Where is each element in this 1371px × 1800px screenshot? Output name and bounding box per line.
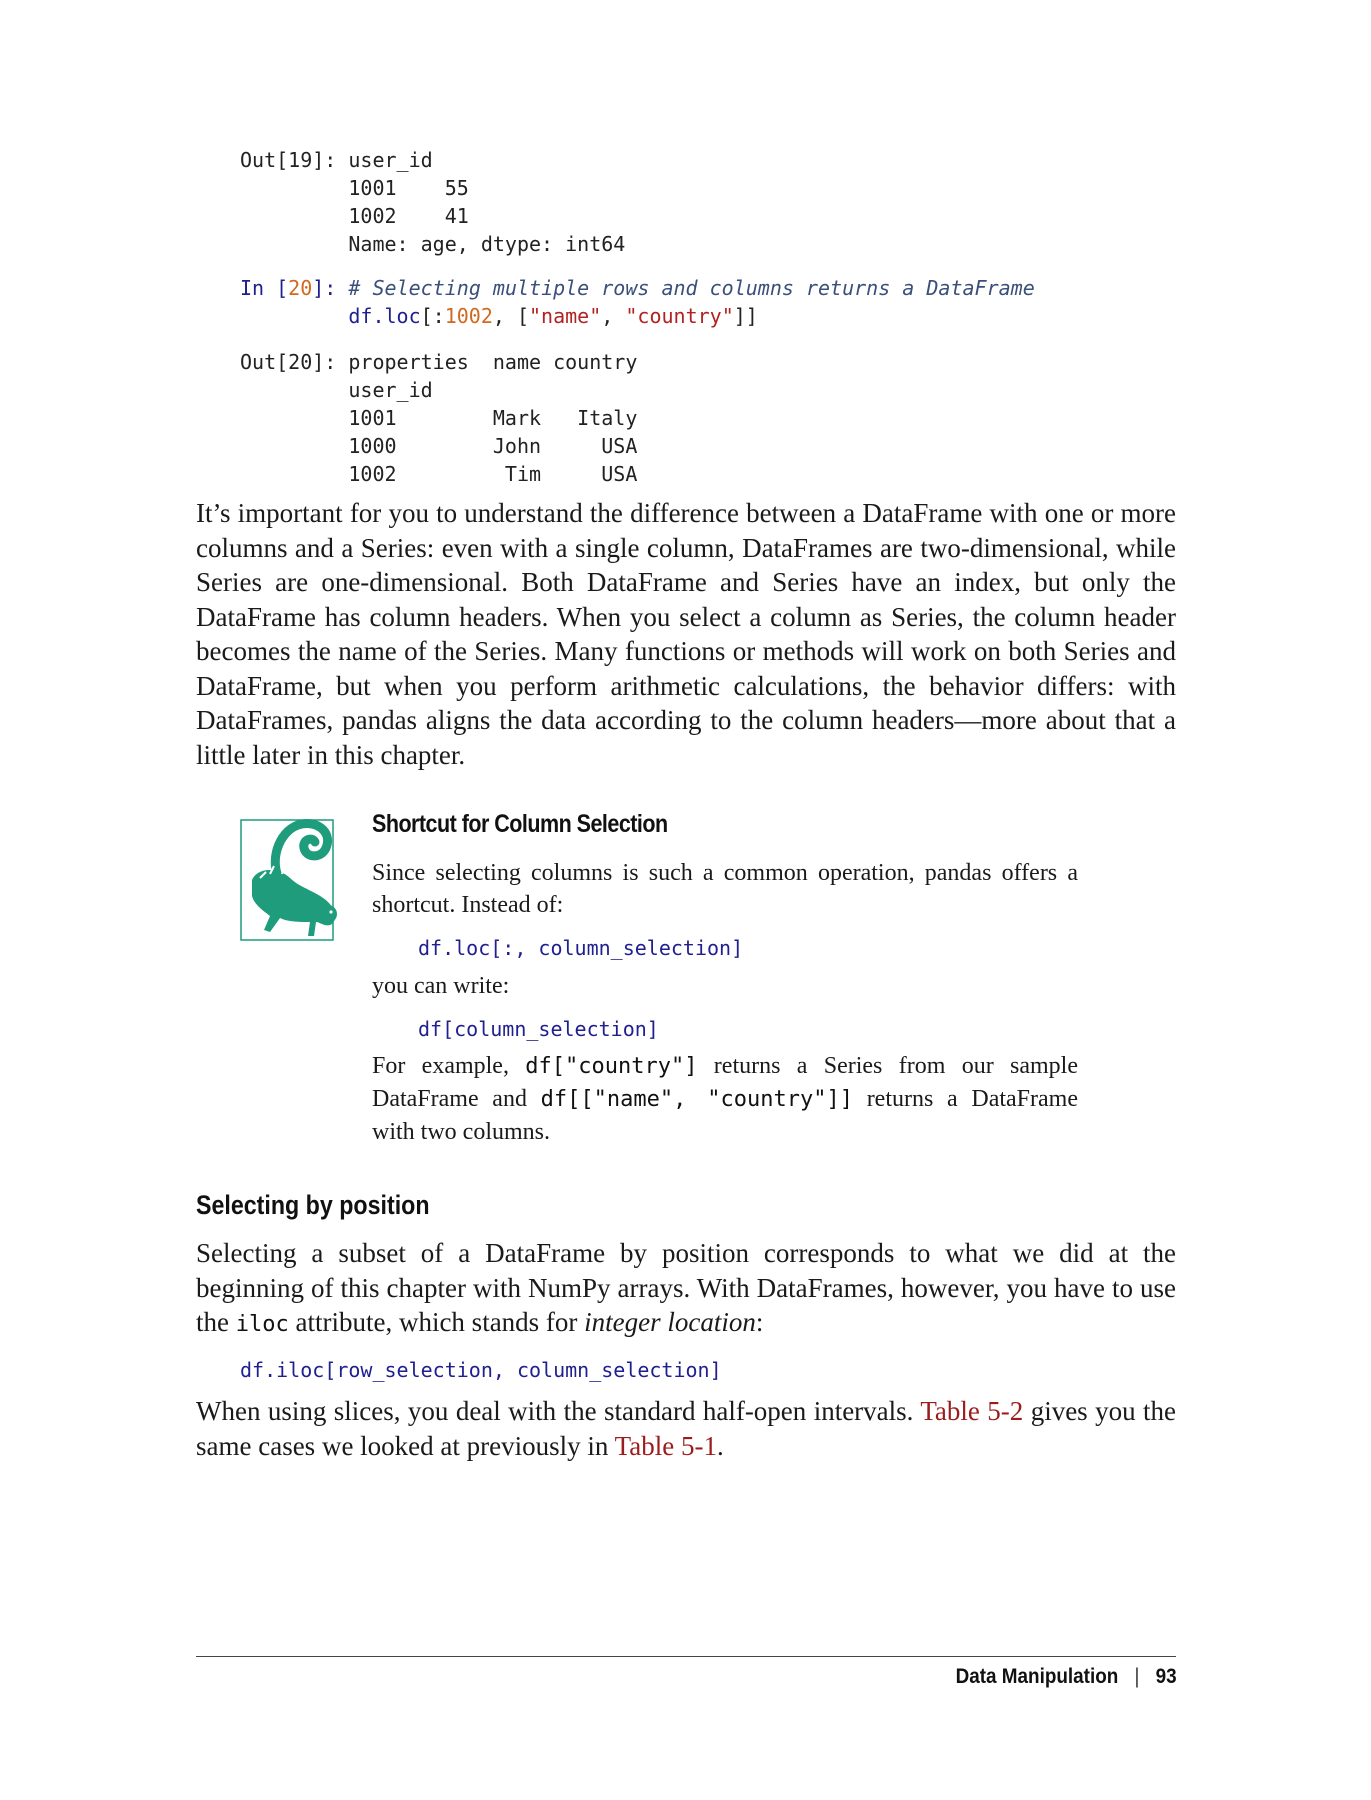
in20-prompt-close: ]: — [312, 276, 337, 300]
note-code-shortcut: df[column_selection] — [418, 1017, 659, 1041]
in20-open: [: — [420, 304, 445, 328]
note-code-loc: df.loc[:, column_selection] — [418, 936, 744, 960]
out20-line-1: user_id — [348, 378, 433, 402]
in20-mid: , [ — [492, 304, 530, 328]
out19-line-3: Name: age, dtype: int64 — [348, 232, 626, 256]
integer-location-term: integer location — [584, 1307, 756, 1337]
in20-prompt-open: In [ — [240, 276, 289, 300]
note-text-intro: Since selecting columns is such a common operation, pandas offers a shortcut. Instead of: — [372, 860, 1078, 918]
note-example-code-dataframe: df[["name", "country"]] — [540, 1087, 853, 1112]
table-5-1-link[interactable]: Table 5-1 — [614, 1430, 717, 1461]
footer-page-number: 93 — [1155, 1665, 1177, 1688]
in20-close: ]] — [733, 304, 758, 328]
slices-para-a: When using slices, you deal with the standard half-open intervals. — [196, 1396, 921, 1426]
out20-line-3: 1000 John USA — [348, 434, 638, 458]
out19-line-1: 1001 55 — [348, 176, 469, 200]
footer-separator: | — [1134, 1665, 1140, 1688]
section-para-c: : — [755, 1307, 764, 1337]
note-example-a: For example, — [372, 1053, 526, 1079]
page-footer — [956, 1665, 1177, 1689]
note-example-code-series: df["country"] — [525, 1054, 698, 1079]
in20-str-country: "country" — [625, 304, 734, 328]
code-output-20 — [240, 348, 637, 488]
note-example-b: returns a Series from our sample DataFrame and — [372, 1053, 1078, 1112]
footer-chapter-title: Data Manipulation — [955, 1665, 1119, 1688]
in20-comment: # Selecting multiple rows and columns returns a DataFrame — [348, 276, 1035, 300]
note-text-example — [372, 1050, 1078, 1148]
in20-prompt-num: 20 — [288, 276, 313, 300]
iloc-code-example: df.iloc[row_selection, column_selection] — [240, 1358, 722, 1382]
body-paragraph: It’s important for you to understand the difference between a DataFrame with one or more columns and a Series: even with a single column, DataFrames are two-dimensional, while Series are one-dimensional. Both DataFrame and Series have an index, but only the DataFrame has column headers. When you select a column as Series, the column header becomes the name of the Series. Many functions or methods will work on both Series and DataFrame, but when you perform arithmetic calculations, the behavior differs: with DataFrames, pandas aligns the data according to the column headers—more about that a little later in this chapter. — [196, 498, 1176, 770]
section-paragraph — [196, 1236, 1176, 1343]
note-title: Shortcut for Column Selection — [372, 810, 668, 838]
in20-func: df.loc — [348, 304, 421, 328]
code-input-20 — [240, 274, 1035, 330]
note-text-alternative: you can write: — [372, 973, 510, 999]
slices-para-c: . — [716, 1430, 724, 1461]
section-heading: Selecting by position — [196, 1190, 430, 1220]
iloc-code: iloc — [235, 1312, 289, 1337]
footer-divider — [196, 1656, 1176, 1657]
out20-prompt: Out[20]: — [240, 350, 337, 374]
in20-num: 1002 — [444, 304, 493, 328]
section-para-a: Selecting a subset of a DataFrame by position corresponds to what we did at the beginning of this chapter with NumPy arrays. With DataFrames, however, you have to use the — [196, 1238, 1176, 1337]
out19-prompt: Out[19]: — [240, 148, 337, 172]
out20-line-0: properties name country — [348, 350, 638, 374]
code-output-19 — [240, 146, 625, 258]
note-example-c: returns a DataFrame with two columns. — [372, 1086, 1078, 1145]
in20-str-name: "name" — [529, 304, 602, 328]
slices-para-b: gives you the same cases we looked at previously in — [196, 1396, 1176, 1461]
out19-line-2: 1002 41 — [348, 204, 469, 228]
lemur-icon — [240, 818, 340, 946]
out20-line-4: 1002 Tim USA — [348, 462, 638, 486]
slices-paragraph — [196, 1394, 1176, 1463]
out19-line-0: user_id — [348, 148, 433, 172]
in20-comma: , — [601, 304, 626, 328]
table-5-2-link[interactable]: Table 5-2 — [920, 1396, 1024, 1426]
out20-line-2: 1001 Mark Italy — [348, 406, 638, 430]
section-para-b: attribute, which stands for — [288, 1307, 585, 1337]
